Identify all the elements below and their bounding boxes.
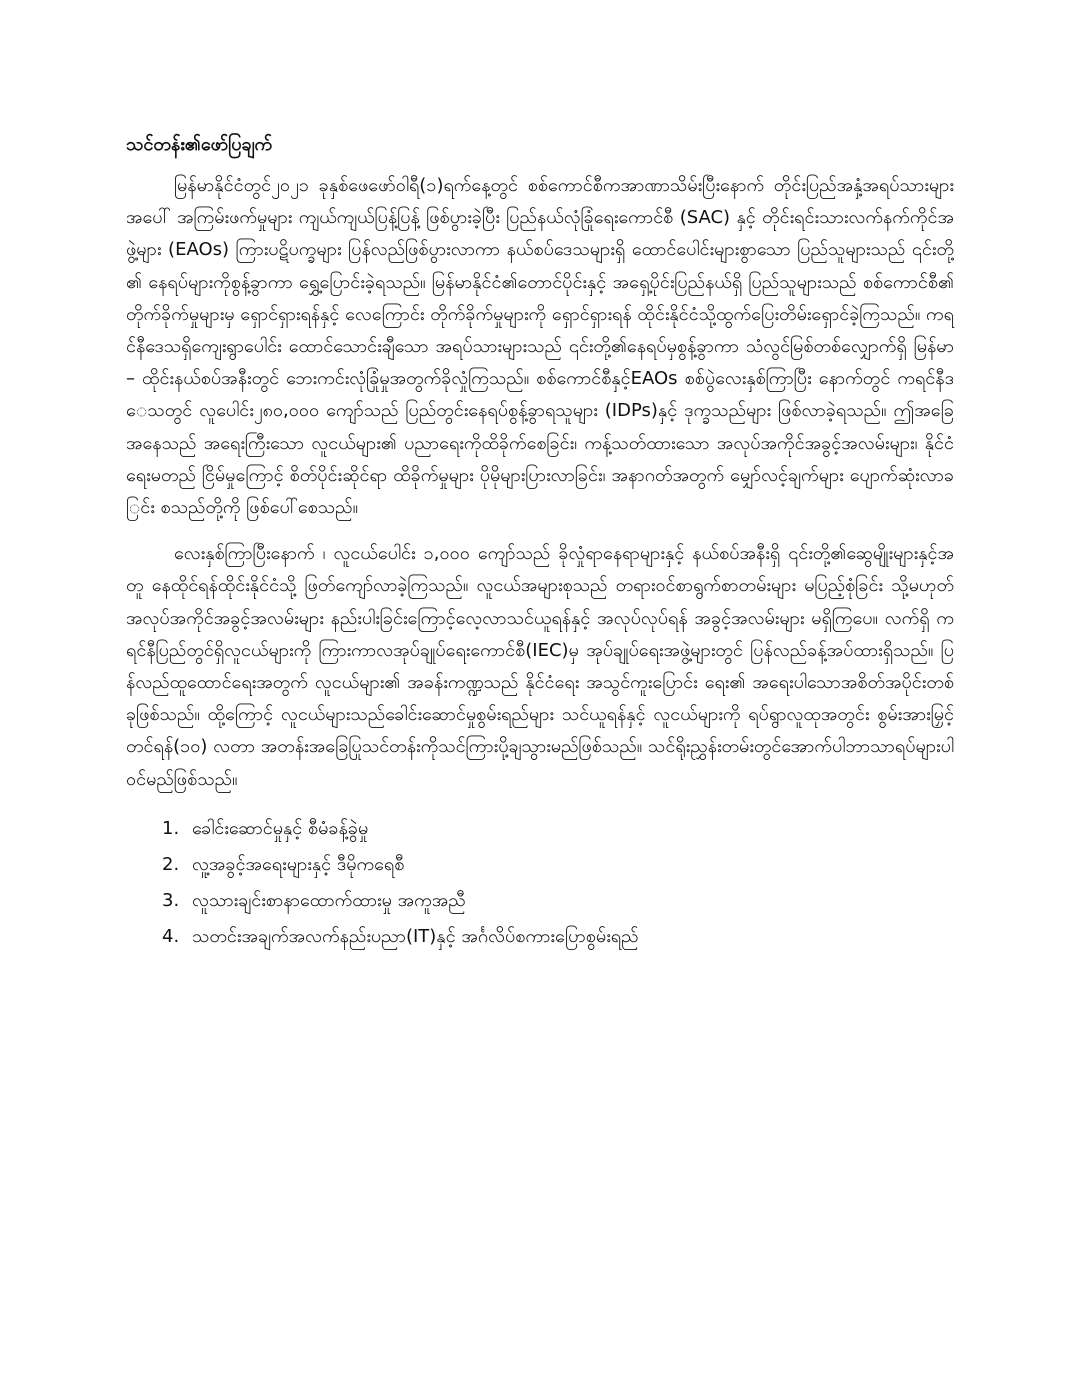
document-title: သင်တန်း၏ဖော်ပြချက် bbox=[126, 134, 273, 155]
list-item-number: 1. bbox=[162, 817, 180, 839]
list-item bbox=[162, 922, 954, 952]
list-item-text: လူသားချင်းစာနာထောက်ထားမှု အကူအညီ bbox=[192, 889, 466, 911]
list-item-number: 2. bbox=[162, 853, 180, 875]
paragraph-background: မြန်မာနိုင်ငံတွင်၂၀၂၁ ခုနှစ်ဖေဖော်ဝါရီ(၁)ရက်နေ့တွင် စစ်ကောင်စီကအာဏာသိမ်းပြီးနောက် တိုင်းပြည်အနှံ့အရပ်သားများအပေါ် အကြမ်းဖက်မှုများ ကျယ်ကျယ်ပြန့်ပြန့် ဖြစ်ပွားခဲ့ပြီး ပြည်နယ်လုံခြုံရေးကောင်စီ (SAC) နှင့် တိုင်းရင်းသားလက်နက်ကိုင်အဖွဲ့များ (EAOs) ကြားပဋိပက္ခများ ပြန်လည်ဖြစ်ပွားလာကာ နယ်စပ်ဒေသများရှိ ထောင်ပေါင်းများစွာသော ပြည်သူများသည် ၎င်းတို့၏ နေရပ်များကိုစွန့်ခွာကာ ရွှေ့ပြောင်းခဲ့ရသည်။ မြန်မာနိုင်ငံ၏တောင်ပိုင်းနှင့် အရှေ့ပိုင်းပြည်နယ်ရှိ ပြည်သူများသည် စစ်ကောင်စီ၏တိုက်ခိုက်မှုများမှ ရှောင်ရှားရန်နှင့် လေကြောင်း တိုက်ခိုက်မှုများကို ရှောင်ရှားရန် ထိုင်းနိုင်ငံသို့ထွက်ပြေးတိမ်းရှောင်ခဲ့ကြသည်။ ကရင်နီဒေသရှိကျေးရွာပေါင်း ထောင်သောင်းချီသော အရပ်သားများသည် ၎င်းတို့၏နေရပ်မှစွန့်ခွာကာ သံလွင်မြစ်တစ်လျှောက်ရှိ မြန်မာ – ထိုင်းနယ်စပ်အနီးတွင် ဘေးကင်းလုံခြုံမှုအတွက်ခိုလှုံကြသည်။ စစ်ကောင်စီနှင့်EAOs စစ်ပွဲလေးနှစ်ကြာပြီး နောက်တွင် ကရင်နီဒေသတွင် လူပေါင်း၂၈၀,၀၀၀ ကျော်သည် ပြည်တွင်းနေရပ်စွန့်ခွာရသူများ (IDPs)နှင့် ဒုက္ခသည်များ ဖြစ်လာခဲ့ရသည်။ ဤအခြေအနေသည် အရေးကြီးသော လူငယ်များ၏ ပညာရေးကိုထိခိုက်စေခြင်း၊ ကန့်သတ်ထားသော အလုပ်အကိုင်အခွင့်အလမ်းများ၊ နိုင်ငံရေးမတည် ငြိမ်မှုကြောင့် စိတ်ပိုင်းဆိုင်ရာ ထိခိုက်မှုများ ပိုမိုများပြားလာခြင်း၊ အနာဂတ်အတွက် မျှော်လင့်ချက်များ ပျောက်ဆုံးလာခြင်း စသည်တို့ကို ဖြစ်ပေါ်စေသည်။ bbox=[126, 175, 954, 519]
list-item-text: လူ့အခွင့်အရေးများနှင့် ဒီမိုကရေစီ bbox=[192, 853, 405, 875]
list-item-number: 3. bbox=[162, 889, 180, 911]
list-item-text: သတင်းအချက်အလက်နည်းပညာ(IT)နှင့် အင်္ဂလိပ်စကားပြောစွမ်းရည် bbox=[192, 925, 639, 947]
list-item-text: ခေါင်းဆောင်မှုနှင့် စီမံခန့်ခွဲမှု bbox=[192, 817, 369, 839]
paragraph-course-purpose: လေးနှစ်ကြာပြီးနောက် ၊ လူငယ်ပေါင်း ၁,၀၀၀ ကျော်သည် ခိုလှုံရာနေရာများနှင့် နယ်စပ်အနီးရှိ ၎င်းတို့၏ဆွေမျိုးများနှင့်အတူ နေထိုင်ရန်ထိုင်းနိုင်ငံသို့ ဖြတ်ကျော်လာခဲ့ကြသည်။ လူငယ်အများစုသည် တရားဝင်စာရွက်စာတမ်းများ မပြည့်စုံခြင်း သို့မဟုတ် အလုပ်အကိုင်အခွင့်အလမ်းများ နည်းပါးခြင်းကြောင့်လေ့လာသင်ယူရန်နှင့် အလုပ်လုပ်ရန် အခွင့်အလမ်းများ မရှိကြပေ။ လက်ရှိ ကရင်နီပြည်တွင်ရှိလူငယ်များကို ကြားကာလအုပ်ချုပ်ရေးကောင်စီ(IEC)မှ အုပ်ချုပ်ရေးအဖွဲ့များတွင် ပြန်လည်ခန့်အပ်ထားရှိသည်။ ပြန်လည်ထူထောင်ရေးအတွက် လူငယ်များ၏ အခန်းကဏ္ဍသည် နိုင်ငံရေး အသွင်ကူးပြောင်း ရေး၏ အရေးပါသောအစိတ်အပိုင်းတစ်ခုဖြစ်သည်။ ထို့ကြောင့် လူငယ်များသည်ခေါင်းဆောင်မှုစွမ်းရည်များ သင်ယူရန်နှင့် လူငယ်များကို ရပ်ရွာလူထုအတွင်း စွမ်းအားမြှင့်တင်ရန်(၁၀) လတာ အတန်းအခြေပြုသင်တန်းကိုသင်ကြားပို့ချသွားမည်ဖြစ်သည်။ သင်ရိုးညွှန်းတမ်းတွင်အောက်ပါဘာသာရပ်များပါဝင်မည်ဖြစ်သည်။ bbox=[126, 543, 954, 790]
list-item bbox=[162, 850, 954, 880]
curriculum-list bbox=[126, 814, 954, 952]
list-item bbox=[162, 886, 954, 916]
list-item bbox=[162, 814, 954, 844]
list-item-number: 4. bbox=[162, 925, 180, 947]
